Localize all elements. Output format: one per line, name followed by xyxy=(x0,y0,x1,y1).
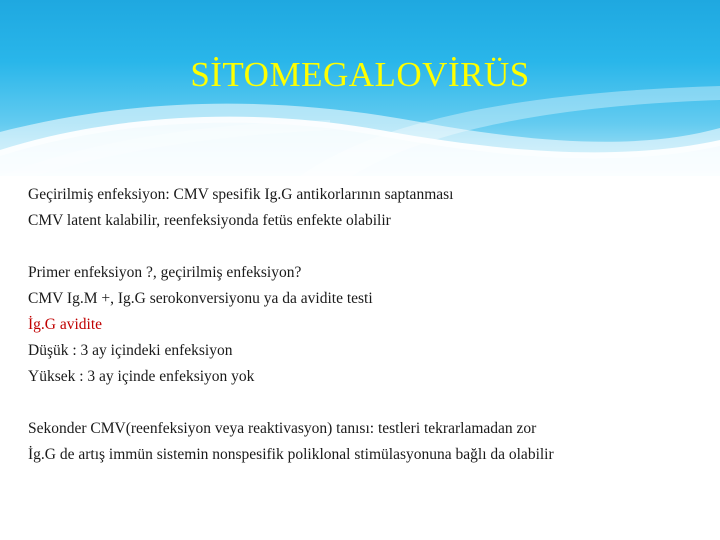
text-block-2 xyxy=(28,260,704,390)
body-line: Yüksek : 3 ay içinde enfeksiyon yok xyxy=(28,368,255,385)
paragraph-spacer xyxy=(28,390,704,416)
body-line: CMV latent kalabilir, reenfeksiyonda fetüs enfekte olabilir xyxy=(28,212,391,229)
body-line: Düşük : 3 ay içindeki enfeksiyon xyxy=(28,342,233,359)
text-block-3 xyxy=(28,416,704,468)
paragraph-spacer xyxy=(28,234,704,260)
body-line: Primer enfeksiyon ?, geçirilmiş enfeksiyon? xyxy=(28,264,302,281)
body-line: Geçirilmiş enfeksiyon: CMV spesifik Ig.G antikorlarının saptanması xyxy=(28,186,454,203)
body-line: Sekonder CMV(reenfeksiyon veya reaktivasyon) tanısı: testleri tekrarlamadan zor xyxy=(28,420,537,437)
text-block-1 xyxy=(28,182,704,234)
slide-body xyxy=(28,182,704,468)
page-title: SİTOMEGALOVİRÜS xyxy=(190,55,530,94)
body-line-highlighted: İg.G avidite xyxy=(28,316,103,333)
body-line: CMV Ig.M +, Ig.G serokonversiyonu ya da avidite testi xyxy=(28,290,373,307)
body-line: İg.G de artış immün sistemin nonspesifik poliklonal stimülasyonuna bağlı da olabilir xyxy=(28,446,554,463)
